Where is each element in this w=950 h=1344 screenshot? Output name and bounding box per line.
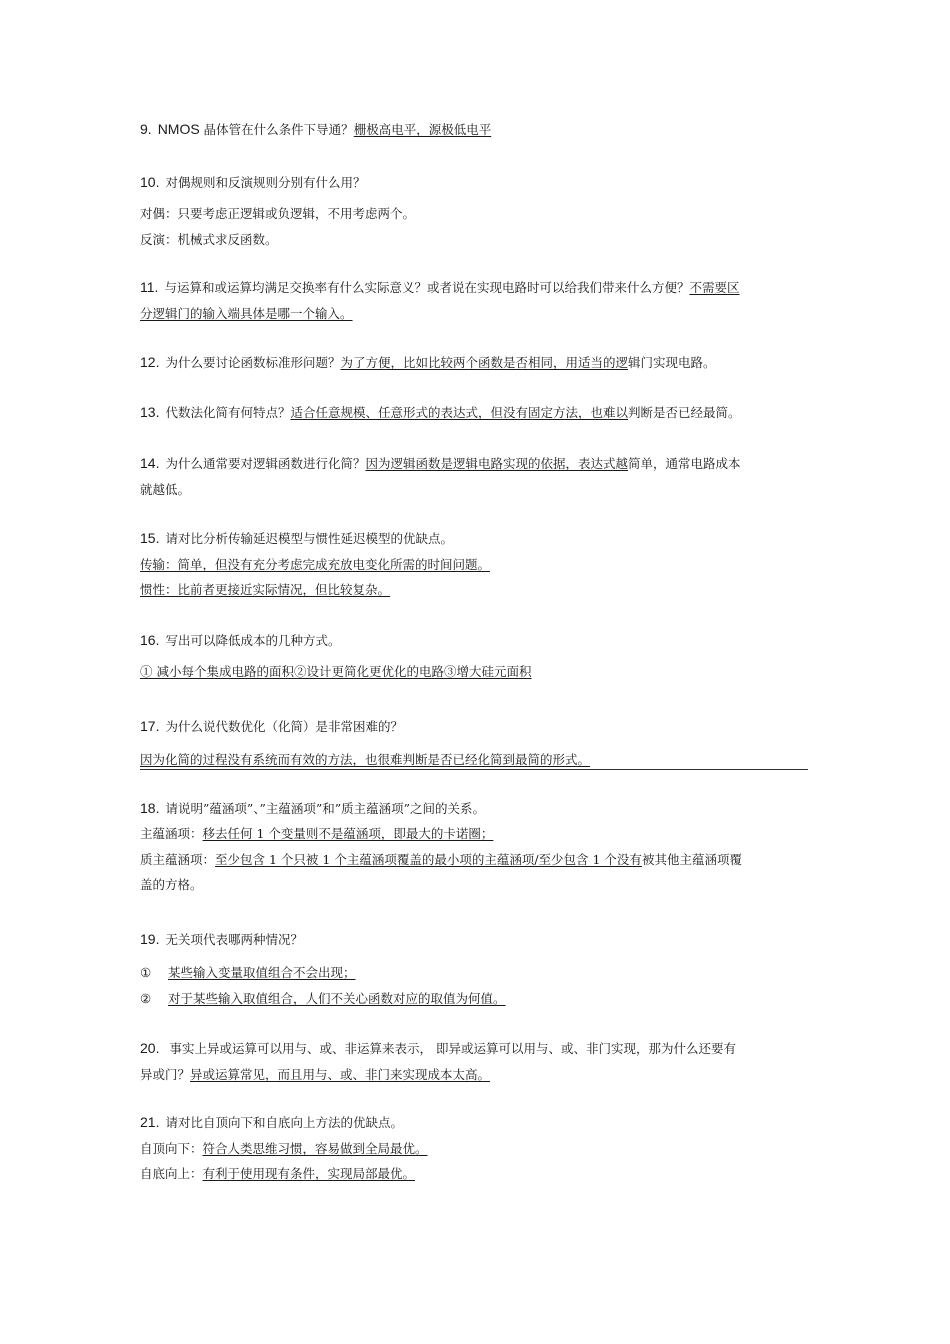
answer-text: 至少包含 1 个只被 1 个主蕴涵项覆盖的最小项的主蕴涵项/至少包含 1 个没有 <box>215 852 642 867</box>
question-number: 12. <box>140 354 160 370</box>
answer-15-line-1 <box>140 556 810 573</box>
answer-rest: 辑门实现电路。 <box>628 355 716 370</box>
question-number: 19. <box>140 931 160 947</box>
question-number: 14. <box>140 455 160 471</box>
answer-text: 因为逻辑函数是逻辑电路实现的依据，表达式越 <box>365 456 628 471</box>
question-number: 18. <box>140 800 160 816</box>
question-text: 为什么通常要对逻辑函数进行化简？ <box>165 456 366 471</box>
answer-10-line-1: 对偶：只要考虑正逻辑或负逻辑，不用考虑两个。 <box>140 206 416 221</box>
question-number: 13. <box>140 404 160 420</box>
question-12 <box>140 354 810 371</box>
answer-text: 因为化简的过程没有系统而有效的方法，也很难判断是否已经化简到最简的形式。 <box>140 752 591 767</box>
question-text: 请对比分析传输延迟模型与惯性延迟模型的优缺点。 <box>165 531 453 546</box>
answer-text: 不需要区 <box>689 280 740 295</box>
question-number: 10. <box>140 174 160 190</box>
question-number: 11. <box>140 279 159 295</box>
answer-text: 适合任意规模、任意形式的表达式，但没有固定方法，也难以 <box>290 405 628 420</box>
question-10 <box>140 174 810 191</box>
list-marker: ① <box>140 965 152 980</box>
answer-20-line-2 <box>140 1066 810 1083</box>
answer-text: 有利于使用现有条件，实现局部最优。 <box>202 1166 416 1181</box>
answer-text: 移去任何 1 个变量则不是蕴涵项，即最大的卡诺圈； <box>202 826 494 841</box>
answer-label: 自顶向下： <box>140 1141 203 1156</box>
answer-rest: 判断是否已经最简。 <box>628 405 741 420</box>
answer-text: 异或运算常见，而且用与、或、非门来实现成本太高。 <box>190 1067 491 1082</box>
answer-label: 自底向上： <box>140 1166 203 1181</box>
question-text: 对偶规则和反演规则分别有什么用？ <box>165 175 366 190</box>
question-20 <box>140 1040 810 1057</box>
answer-18-line-3: 盖的方格。 <box>140 877 203 892</box>
question-18 <box>140 800 810 817</box>
question-16 <box>140 632 810 649</box>
answer-text: 分逻辑门的输入端具体是哪一个输入。 <box>140 306 353 321</box>
list-marker: ② <box>140 991 152 1006</box>
answer-label: 质主蕴涵项： <box>140 852 216 867</box>
question-text: 为什么说代数优化（化简）是非常困难的？ <box>165 719 403 734</box>
answer-rest: 被其他主蕴涵项覆 <box>641 852 742 867</box>
question-text: 写出可以降低成本的几种方式。 <box>165 633 341 648</box>
question-text: 事实上异或运算可以用与、或、非运算来表示， 即异或运算可以用与、或、非门实现，那为什么还要有 <box>169 1041 736 1056</box>
answer-text: ① 减小每个集成电路的面积②设计更简化更优化的电路③增大硅元面积 <box>140 664 532 679</box>
question-text: 晶体管在什么条件下导通？ <box>203 122 354 137</box>
answer-11-line-2 <box>140 305 810 322</box>
question-15 <box>140 530 810 547</box>
question-text: 请对比自顶向下和自底向上方法的优缺点。 <box>165 1115 403 1130</box>
answer-18-line-2 <box>140 851 810 868</box>
question-11 <box>140 279 810 296</box>
question-9 <box>140 121 810 138</box>
question-text: 无关项代表哪两种情况？ <box>165 932 303 947</box>
question-text: 请说明”蕴涵项”、”主蕴涵项”和”质主蕴涵项”之间的关系。 <box>165 801 486 816</box>
question-19 <box>140 931 810 948</box>
answer-18-line-1 <box>140 825 810 842</box>
divider <box>140 769 808 770</box>
question-number: 15. <box>140 530 160 546</box>
term-nmos: NMOS <box>157 121 200 137</box>
answer-text: 对于某些输入取值组合，人们不关心函数对应的取值为何值。 <box>168 991 506 1006</box>
answer-15-line-2 <box>140 581 810 598</box>
answer-text: 某些输入变量取值组合不会出现； <box>168 965 356 980</box>
question-14 <box>140 455 810 472</box>
question-17 <box>140 718 810 735</box>
answer-text: 惯性：比前者更接近实际情况，但比较复杂。 <box>140 582 391 597</box>
answer-text: 为了方便，比如比较两个函数是否相同，用适当的逻 <box>340 355 628 370</box>
question-text: 为什么要讨论函数标准形问题？ <box>165 355 341 370</box>
answer-21-line-1 <box>140 1140 810 1157</box>
answer-10-line-2: 反演：机械式求反函数。 <box>140 232 278 247</box>
question-text-cont: 异或门？ <box>140 1067 191 1082</box>
question-number: 9. <box>140 121 152 137</box>
question-text: 与运算和或运算均满足交换率有什么实际意义？或者说在实现电路时可以给我们带来什么方便？ <box>164 280 690 295</box>
answer-19-line-2 <box>140 990 810 1007</box>
answer-16 <box>140 663 810 680</box>
question-13 <box>140 404 810 421</box>
answer-text: 符合人类思维习惯，容易做到全局最优。 <box>202 1141 428 1156</box>
question-number: 16. <box>140 632 160 648</box>
question-21 <box>140 1114 810 1131</box>
question-number: 21. <box>140 1114 160 1130</box>
answer-19-line-1 <box>140 964 810 981</box>
question-text: 代数法化简有何特点？ <box>165 405 291 420</box>
answer-label: 主蕴涵项： <box>140 826 203 841</box>
answer-14-line-2: 就越低。 <box>140 482 191 497</box>
question-number: 17. <box>140 718 160 734</box>
answer-17 <box>140 751 810 768</box>
answer-text: 栅极高电平，源极低电平 <box>353 122 492 137</box>
answer-rest: 简单，通常电路成本 <box>628 456 741 471</box>
question-number: 20. <box>140 1040 160 1056</box>
answer-21-line-2 <box>140 1165 810 1182</box>
answer-text: 传输：简单，但没有充分考虑完成充放电变化所需的时间问题。 <box>140 557 491 572</box>
